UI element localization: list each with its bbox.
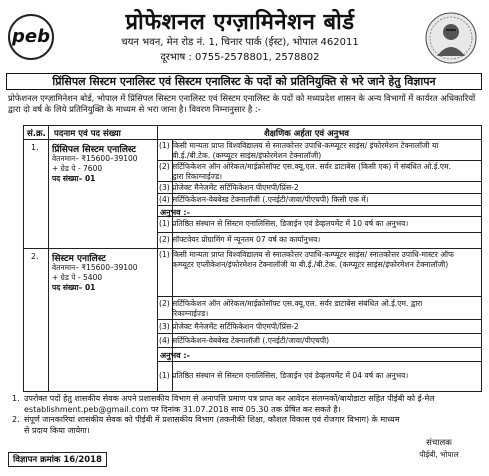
advertisement-title: प्रिंसिपल सिस्टम एनालिस्ट एवं सिस्टम एनालिस्ट के पदों को प्रतिनियुक्ति से भरे जाने हेतु विज्ञापन (6, 73, 482, 90)
intro-paragraph: प्रोफेशनल एग्ज़ामिनेशन बोर्ड, भोपाल में प्रिंसिपल सिस्टम एनालिस्ट एवं सिस्टम एनालिस्ट के पदों को मध्यप्रदेश शासन के अन्य विभागों में कार्यरत अधिकारियों द्वारा दो वर्ष के लिये प्रतिनियुक्ति के माध्यम से भरा जाना है। विवरण निम्नानुसार है :- (8, 93, 476, 114)
board-address: चयन भवन, मेन रोड नं. 1, चिनार पार्क (ईस्ट), भोपाल 462011 (121, 37, 359, 48)
header-post: पदनाम एवं पद संख्या (54, 129, 121, 139)
row-1-pay-scale: वेतनमान– ₹15600–39100 (52, 154, 138, 163)
row-2-pay-scale: वेतनमान– ₹15600–39100 (52, 263, 138, 272)
board-title: प्रोफेशनल एग्ज़ामिनेशन बोर्ड (125, 10, 355, 35)
row-2-sno: 2. (31, 252, 39, 261)
logo-text: peb (12, 26, 50, 47)
row-2-experience-label: अनुभव :- (160, 351, 190, 360)
notes (8, 394, 482, 436)
signature-block (396, 437, 482, 461)
row-1-experience-label: अनुभव :- (160, 208, 190, 217)
note-1: 1. उपरोक्त पदों हेतु शासकीय सेवक अपने प्रशासकीय विभाग से अनापत्ति प्रमाण पत्र प्राप्त कर आवेदन संलग्नकों/बायोडाटा सहित पीईबी को ई-मेल establishment.peb@gmail.com पर दिनांक 31.07.2018 सायं 05.30 तक प्रेषित कर सकते है। (12, 394, 435, 414)
row-1-post-count: पद संख्या– 01 (52, 174, 96, 183)
header-sno: सं.क्र. (27, 129, 46, 139)
portrait-image (425, 10, 477, 66)
ad-number: विज्ञापन क्रमांक 16/2018 (8, 452, 107, 467)
note-2: 2. संपूर्ण जानकारियां शासकीय सेवक को पीईबी में प्रशासकीय विभाग (तकनीकी शिक्षा, कौशल विकास एवं रोजगार विभाग) के माध्यम से प्रदाय किया जायेगा। (12, 415, 400, 435)
signatory: संचालक (426, 438, 452, 448)
row-2-post-title: सिस्टम एनालिस्ट (52, 254, 106, 264)
header (0, 0, 489, 72)
header-qualification: शैक्षणिक अर्हता एवं अनुभव (264, 129, 350, 139)
peb-logo (8, 14, 54, 60)
row-1-grade-pay: + ग्रेड पे - 7600 (52, 164, 103, 173)
posts-table: सं.क्र. पदनाम एवं पद संख्या शैक्षणिक अर्हता एवं अनुभव 1. प्रिंसिपल सिस्टम एनालिस्ट वेतनमान– ₹15600–39100 + ग्रेड पे - 7600 पद संख्या– 01 (1) किसी मान्यता प्राप्त विश्वविद्यालय से स्नातकोत्तर उपाधि-कम्प्यूटर साइंस/ इंफोरमेशन टेक्नालॉजी या बी.ई./बी.टेक. (कम्प्यूटर साइंस/इंफोरमेशन टेक्नालॉजी) (2) सर्टिफिकेशन ऑन ओरेकल/माईक्रोसॉफ्ट एस.क्यू.एल. सर्वर डाटाबेस (किसी एक) में संबंधित ओ.ई.एम. द्वारा रिकाग्नाईज्ड। (3) प्रोजेक्ट मैनेजमेंट सर्टिफिकेशन पीएमपी/प्रिंस-2 (4) सर्टिफिकेशन-वेबबेस्ड टेक्नालॉजी (.एनईटी/जावा/पीएचपी) किसी एक में। अनुभव :- (1) प्रतिष्ठित संस्थान से सिस्टम एनालिसिस, डिजाईन एवं डेव्हलपमेंट में 10 वर्ष का अनुभव। (2) सॉफ्टवेयर प्रोग्रामिंग में न्यूनतम 07 वर्ष का कार्यानुभव। 2. सिस्टम एनालिस्ट वेतनमान– ₹15600–39100 + ग्रेड पे - 5400 पद संख्या– 01 (1) किसी मान्यता प्राप्त विश्वविद्यालय से स्नातकोत्तर उपाधि-कम्प्यूटर साइंस/ स्नातकोत्तर उपाधि-मास्टर ऑफ कम्प्यूटर एप्लीकेशन/इंफोरमेशन टेक्नालॉजी या बी.ई./बी.टेक. (कम्प्यूटर साइंस/इंफोरमेशन टेक्नालॉजी) (2) सर्टिफिकेशन ऑन ओरेकल/माईक्रोसॉफ्ट एस.क्यू.एल. सर्वर डाटाबेस संबंधित ओ.ई.एम. द्वारा रिकाग्नाईज्ड। (3) प्रोजेक्ट मैनेजमेंट सर्टिफिकेशन पीएमपी/प्रिंस-2 (4) सर्टिफिकेशन-वेबबेस्ड टेक्नालॉजी (.एनईटी/जावा/पीएचपी) अनुभव :- (1) प्रतिष्ठित संस्थान से सिस्टम एनालिसिस, डिजाईन एवं डेव्हलपमेंट में 04 वर्ष का अनुभव। (23, 125, 482, 392)
row-1-post-title: प्रिंसिपल सिस्टम एनालिस्ट (52, 145, 136, 155)
row-1-sno: 1. (31, 143, 39, 152)
signatory-org: पीईबी, भोपाल (419, 450, 459, 459)
row-2-grade-pay: + ग्रेड पे - 5400 (52, 273, 103, 282)
row-2-post-count: पद संख्या– 01 (52, 283, 96, 292)
board-phone: दूरभाष : 0755-2578801, 2578802 (160, 52, 320, 63)
